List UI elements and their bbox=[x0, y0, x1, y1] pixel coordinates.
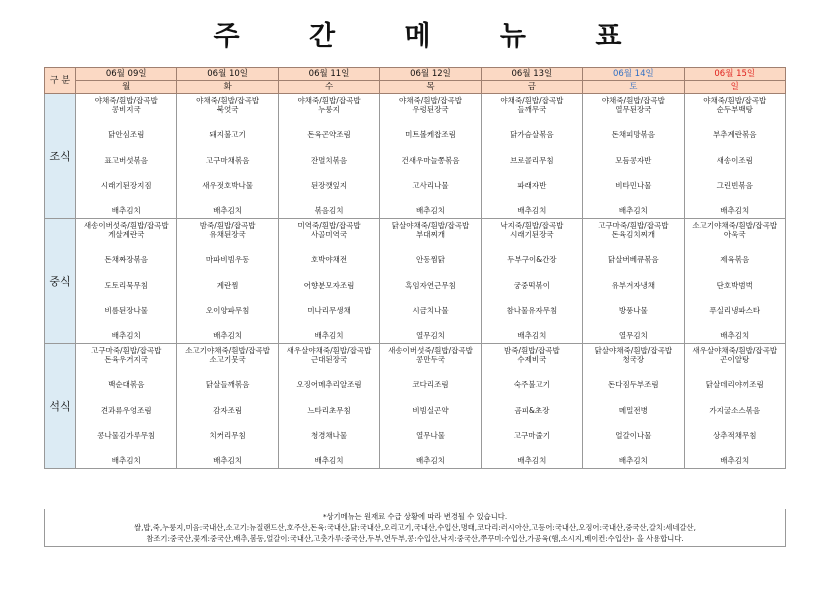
menu-item: 누룽지 bbox=[318, 105, 340, 114]
menu-item: 방풍나물 bbox=[618, 305, 648, 315]
day-header-saturday: 06월 14일 토 bbox=[583, 68, 684, 94]
menu-item: 백순대볶음 bbox=[108, 380, 145, 390]
menu-item: 참나물유자무침 bbox=[506, 305, 558, 315]
menu-item: 유부겨자냉채 bbox=[611, 280, 656, 290]
menu-item: 순두부백탕 bbox=[716, 105, 753, 114]
menu-item: 새우살야채죽/흰밥/잡곡밥 bbox=[692, 346, 778, 355]
menu-item: 고구마죽/흰밥/잡곡밥 bbox=[598, 221, 669, 230]
menu-item: 닭안심조림 bbox=[108, 130, 145, 140]
meal-label: 중식 bbox=[45, 219, 76, 344]
menu-item: 감자조림 bbox=[213, 405, 243, 415]
menu-item: 닭살버베큐볶음 bbox=[607, 255, 659, 265]
menu-item: 콩나물김가루무침 bbox=[97, 430, 156, 440]
meal-row bbox=[45, 344, 786, 469]
menu-item: 배추김치 bbox=[415, 206, 445, 215]
menu-item: 건새우마늘쫑볶음 bbox=[401, 155, 460, 165]
menu-item: 상추적채무침 bbox=[713, 430, 757, 440]
menu-cell bbox=[76, 219, 177, 344]
day-header: 06월 12일 목 bbox=[380, 68, 481, 94]
header-row bbox=[45, 68, 786, 94]
menu-item: 배추김치 bbox=[314, 456, 344, 465]
menu-item: 시래기된장지짐 bbox=[100, 180, 152, 190]
menu-item: 모듬콩자반 bbox=[615, 155, 652, 165]
menu-cell bbox=[380, 219, 481, 344]
day-header-sunday: 06월 15일 일 bbox=[684, 68, 785, 94]
menu-item: 배추김치 bbox=[111, 456, 141, 465]
menu-item: 근대된장국 bbox=[310, 355, 348, 364]
menu-item: 고구마죽/흰밥/잡곡밥 bbox=[91, 346, 162, 355]
menu-item: 메밀전병 bbox=[618, 405, 648, 415]
origin-line: 쌀,밥,죽,누룽지,미음:국내산,소고기:뉴질랜드산,호주산,돈육:국내산,닭:국내산,오리고기,국내산,수입산,명태,코다리:러시아산,고등어:국내산,오징어:국내산,중국산,갈치:세네갈산, bbox=[134, 523, 696, 532]
menu-item: 청경채나물 bbox=[310, 430, 348, 440]
menu-item: 오징어메추리알조림 bbox=[296, 380, 362, 390]
menu-item: 새송이버섯죽/흰밥/잡곡밥 bbox=[388, 346, 473, 355]
menu-item: 시래기된장국 bbox=[510, 230, 554, 239]
menu-item: 닭가슴살볶음 bbox=[510, 130, 554, 140]
menu-item: 코다리조림 bbox=[412, 380, 449, 390]
menu-cell bbox=[76, 344, 177, 469]
notice-line: *상기메뉴는 원재료 수급 상황에 따라 변경될 수 있습니다. bbox=[322, 512, 508, 521]
menu-item: 단호박범벅 bbox=[716, 280, 753, 290]
menu-item: 돈채짜장볶음 bbox=[104, 255, 148, 265]
menu-item: 배추김치 bbox=[517, 331, 547, 340]
menu-item: 볶음김치 bbox=[314, 206, 344, 215]
meal-label: 석식 bbox=[45, 344, 76, 469]
menu-item: 고사리나물 bbox=[412, 180, 449, 190]
menu-item: 사골미역국 bbox=[310, 230, 348, 239]
menu-item: 새우젓호박나물 bbox=[202, 180, 253, 190]
meal-row bbox=[45, 219, 786, 344]
menu-item: 소고기뭇국 bbox=[209, 355, 246, 364]
page-title: 주 간 메 뉴 표 bbox=[213, 21, 652, 52]
menu-item: 야채죽/흰밥/잡곡밥 bbox=[500, 96, 564, 105]
menu-item: 배추김치 bbox=[213, 331, 243, 340]
notice-box bbox=[44, 509, 786, 547]
menu-item: 표고버섯볶음 bbox=[104, 155, 148, 165]
menu-cell bbox=[583, 94, 684, 219]
menu-item: 도토리묵무침 bbox=[104, 280, 148, 290]
menu-item: 밤죽/흰밥/잡곡밥 bbox=[199, 221, 256, 230]
menu-item: 돈육곤약조림 bbox=[307, 130, 351, 140]
day-header: 06월 10일 화 bbox=[177, 68, 278, 94]
menu-item: 닭살야채죽/흰밥/잡곡밥 bbox=[391, 221, 470, 230]
menu-item: 비름된장나물 bbox=[104, 305, 148, 315]
menu-item: 흑임자연근무침 bbox=[405, 280, 456, 290]
menu-item: 열무김치 bbox=[415, 331, 445, 340]
menu-item: 배추김치 bbox=[314, 331, 344, 340]
menu-cell bbox=[380, 344, 481, 469]
day-header: 06월 13일 금 bbox=[481, 68, 582, 94]
menu-item: 배추김치 bbox=[618, 456, 648, 465]
menu-cell bbox=[177, 94, 278, 219]
menu-item: 오이양파무침 bbox=[205, 305, 250, 315]
menu-item: 우렁된장국 bbox=[412, 105, 449, 114]
menu-item: 파래자반 bbox=[517, 180, 547, 190]
menu-item: 두부구이&간장 bbox=[507, 255, 557, 265]
menu-item: 새송이조림 bbox=[716, 155, 753, 165]
menu-item: 느타리초무침 bbox=[307, 405, 351, 415]
menu-item: 숙주불고기 bbox=[513, 380, 551, 390]
menu-cell bbox=[177, 344, 278, 469]
menu-item: 계란찜 bbox=[216, 280, 239, 290]
menu-item: 청국장 bbox=[622, 355, 645, 364]
menu-item: 돼지불고기 bbox=[209, 130, 246, 140]
menu-item: 시금치나물 bbox=[412, 305, 449, 315]
menu-cell bbox=[583, 219, 684, 344]
menu-item: 수제비국 bbox=[517, 355, 547, 364]
menu-item: 돈다짐두부조림 bbox=[607, 380, 659, 390]
menu-cell bbox=[380, 94, 481, 219]
menu-item: 비빔실곤약 bbox=[412, 405, 449, 415]
menu-item: 고구마줄기 bbox=[513, 430, 551, 440]
menu-cell bbox=[583, 344, 684, 469]
menu-item: 궁중떡볶이 bbox=[513, 280, 551, 290]
menu-item: 돈육김치찌개 bbox=[611, 230, 656, 239]
menu-item: 소고기야채죽/흰밥/잡곡밥 bbox=[692, 221, 778, 230]
weekly-menu-table bbox=[44, 67, 786, 469]
menu-item: 마파비빔우동 bbox=[205, 255, 250, 265]
menu-item: 닭살야채죽/흰밥/잡곡밥 bbox=[594, 346, 673, 355]
menu-item: 닭살들깨볶음 bbox=[205, 380, 250, 390]
menu-item: 돈채피망볶음 bbox=[611, 130, 656, 140]
menu-item: 가지굴소스볶음 bbox=[709, 405, 761, 415]
menu-item: 곰피&초장 bbox=[514, 405, 550, 415]
menu-item: 북엇국 bbox=[216, 105, 239, 114]
menu-item: 배추김치 bbox=[517, 456, 547, 465]
menu-item: 배추김치 bbox=[213, 206, 243, 215]
menu-item: 닭살데리야끼조림 bbox=[705, 380, 764, 390]
menu-item: 야채죽/흰밥/잡곡밥 bbox=[196, 96, 260, 105]
gubun-header: 구 분 bbox=[45, 68, 76, 94]
menu-item: 돈육우거지국 bbox=[104, 355, 148, 364]
menu-item: 곤이알탕 bbox=[720, 355, 750, 364]
day-header: 06월 11일 수 bbox=[278, 68, 379, 94]
menu-item: 배추김치 bbox=[111, 206, 141, 215]
menu-item: 열무된장국 bbox=[615, 105, 652, 114]
menu-item: 브로콜리무침 bbox=[510, 155, 554, 165]
menu-item: 배추김치 bbox=[415, 456, 445, 465]
menu-item: 게살계란국 bbox=[108, 230, 145, 239]
menu-item: 열무김치 bbox=[618, 331, 648, 340]
menu-item: 어향분모자조림 bbox=[303, 280, 355, 290]
menu-item: 배추김치 bbox=[111, 331, 141, 340]
menu-item: 야채죽/흰밥/잡곡밥 bbox=[297, 96, 361, 105]
menu-item: 유채된장국 bbox=[209, 230, 246, 239]
menu-item: 된장깻잎지 bbox=[310, 180, 348, 190]
menu-item: 그린빈볶음 bbox=[716, 180, 753, 190]
menu-item: 배추김치 bbox=[618, 206, 648, 215]
menu-cell bbox=[481, 344, 582, 469]
menu-item: 배추김치 bbox=[720, 206, 750, 215]
menu-item: 낙지죽/흰밥/잡곡밥 bbox=[500, 221, 564, 230]
menu-cell bbox=[278, 94, 379, 219]
menu-item: 배추김치 bbox=[517, 206, 547, 215]
menu-item: 미역죽/흰밥/잡곡밥 bbox=[297, 221, 361, 230]
menu-item: 새우살야채죽/흰밥/잡곡밥 bbox=[286, 346, 372, 355]
menu-cell bbox=[76, 94, 177, 219]
menu-item: 야채죽/흰밥/잡곡밥 bbox=[94, 96, 158, 105]
day-header: 06월 09일 월 bbox=[76, 68, 177, 94]
menu-item: 비타민나물 bbox=[615, 180, 652, 190]
menu-item: 잔멸치볶음 bbox=[310, 155, 348, 165]
menu-item: 부대찌개 bbox=[415, 230, 445, 239]
menu-item: 야채죽/흰밥/잡곡밥 bbox=[601, 96, 665, 105]
menu-item: 들깨무국 bbox=[517, 105, 547, 114]
menu-item: 밤죽/흰밥/잡곡밥 bbox=[504, 346, 560, 355]
menu-item: 새송이버섯죽/흰밥/잡곡밥 bbox=[83, 221, 169, 230]
menu-item: 고구마채볶음 bbox=[205, 155, 250, 165]
menu-item: 야채죽/흰밥/잡곡밥 bbox=[398, 96, 462, 105]
menu-body bbox=[45, 94, 786, 469]
menu-item: 콩만두국 bbox=[415, 355, 445, 364]
menu-item: 야채죽/흰밥/잡곡밥 bbox=[703, 96, 767, 105]
menu-cell bbox=[278, 219, 379, 344]
menu-item: 제육볶음 bbox=[720, 255, 750, 265]
menu-item: 부추계란볶음 bbox=[713, 130, 757, 140]
menu-item: 배추김치 bbox=[720, 456, 750, 465]
meal-label: 조식 bbox=[45, 94, 76, 219]
menu-item: 푸실리냉파스타 bbox=[709, 305, 761, 315]
menu-item: 치커리무침 bbox=[209, 430, 246, 440]
menu-item: 안동찜닭 bbox=[415, 255, 445, 265]
menu-item: 아욱국 bbox=[723, 230, 746, 239]
menu-item: 얼갈이나물 bbox=[615, 430, 652, 440]
menu-cell bbox=[278, 344, 379, 469]
origin-line: 참조기:중국산,꽃게:중국산,배추,봄동,얼갈이:국내산,고춧가루:중국산,두부,연두부,콩:수입산,낙지:중국산,쭈꾸미:수입산,가공육(햄,소시지,베이컨:수입산)- 을 사용합니다. bbox=[146, 534, 684, 543]
menu-item: 콩비지국 bbox=[111, 105, 141, 114]
menu-item: 호박야채전 bbox=[310, 255, 348, 265]
menu-item: 배추김치 bbox=[213, 456, 243, 465]
meal-row bbox=[45, 94, 786, 219]
menu-item: 견과류우엉조림 bbox=[100, 405, 152, 415]
menu-cell bbox=[684, 219, 785, 344]
menu-cell bbox=[684, 344, 785, 469]
menu-cell bbox=[481, 94, 582, 219]
menu-item: 소고기야채죽/흰밥/잡곡밥 bbox=[185, 346, 270, 355]
menu-item: 열무나물 bbox=[415, 430, 445, 440]
menu-cell bbox=[177, 219, 278, 344]
menu-item: 배추김치 bbox=[720, 331, 750, 340]
menu-item: 미트볼케찹조림 bbox=[405, 130, 456, 140]
menu-cell bbox=[481, 219, 582, 344]
menu-item: 미나리무생채 bbox=[307, 305, 351, 315]
menu-cell bbox=[684, 94, 785, 219]
